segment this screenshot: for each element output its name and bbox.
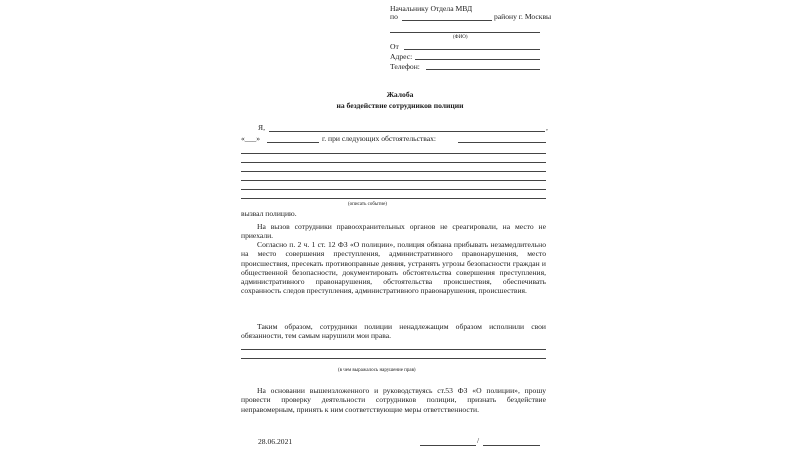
date-text: г. при следующих обстоятельствах:	[322, 134, 437, 143]
phone-label: Телефон:	[390, 62, 420, 71]
fio-hint: (ФИО)	[453, 35, 468, 40]
circumstances-line-0	[458, 142, 546, 143]
called-police-text: вызвал полицию.	[241, 209, 297, 218]
document-title: Жалоба	[386, 90, 414, 99]
address-line	[415, 59, 540, 60]
i-label: Я,	[258, 123, 265, 132]
circumstances-line-4	[241, 180, 546, 181]
signature-slash: /	[477, 436, 480, 445]
circumstances-line-2	[241, 162, 546, 163]
document-subtitle: на бездействие сотрудников полиции	[336, 101, 464, 110]
document-date: 28.06.2021	[258, 437, 293, 446]
date-open: «___»	[241, 134, 260, 143]
district-suffix: району г. Москвы	[494, 12, 552, 21]
document-page	[212, 0, 588, 450]
addressee-name-line	[390, 32, 540, 33]
circumstances-line-3	[241, 171, 546, 172]
date-blank-line	[267, 142, 319, 143]
district-blank-line	[402, 20, 492, 21]
paragraph-request: На основании вышеизложенного и руководствуясь ст.53 ФЗ «О полиции», прошу провести проверку деятельности сотрудников полиции, признать бездействие неправомерным, принять к ним соответствующие меры ответственности.	[241, 386, 546, 414]
paragraph-no-response: На вызов сотрудники правоохранительных органов не среагировали, на место не приехали.	[241, 222, 546, 241]
violation-line-1	[241, 349, 546, 350]
circumstances-line-6	[241, 198, 546, 199]
address-label: Адрес:	[390, 52, 413, 61]
paragraph-conclusion: Таким образом, сотрудники полиции ненадлежащим образом исполнили свои обязанности, тем самым нарушили мои права.	[241, 322, 546, 341]
violation-hint: (в чем выражалось нарушение прав)	[338, 368, 416, 373]
phone-line	[426, 69, 540, 70]
circumstances-line-1	[241, 153, 546, 154]
comma: ,	[546, 123, 548, 132]
signature-name-line	[483, 445, 540, 446]
event-hint: (описать событие)	[348, 202, 387, 207]
district-prefix: по	[390, 12, 398, 21]
from-line	[404, 49, 540, 50]
addressee-line: Начальнику Отдела МВД	[390, 4, 473, 13]
violation-line-2	[241, 358, 546, 359]
paragraph-law-citation: Согласно п. 2 ч. 1 ст. 12 ФЗ «О полиции», полиция обязана прибывать незамедлительно на место совершения преступления, административного правонарушения, место происшествия, пресекать противоправные деяния, устранять угрозы безопасности граждан и общественной безопасности, документировать обстоятельства совершения преступления, административного правонарушения, обстоятельства происшествия, обеспечивать сохранность следов преступления, административного правонарушения, происшествия.	[241, 240, 546, 296]
circumstances-line-5	[241, 189, 546, 190]
applicant-name-line	[269, 131, 545, 132]
from-label: От	[390, 42, 399, 51]
signature-line	[420, 445, 476, 446]
